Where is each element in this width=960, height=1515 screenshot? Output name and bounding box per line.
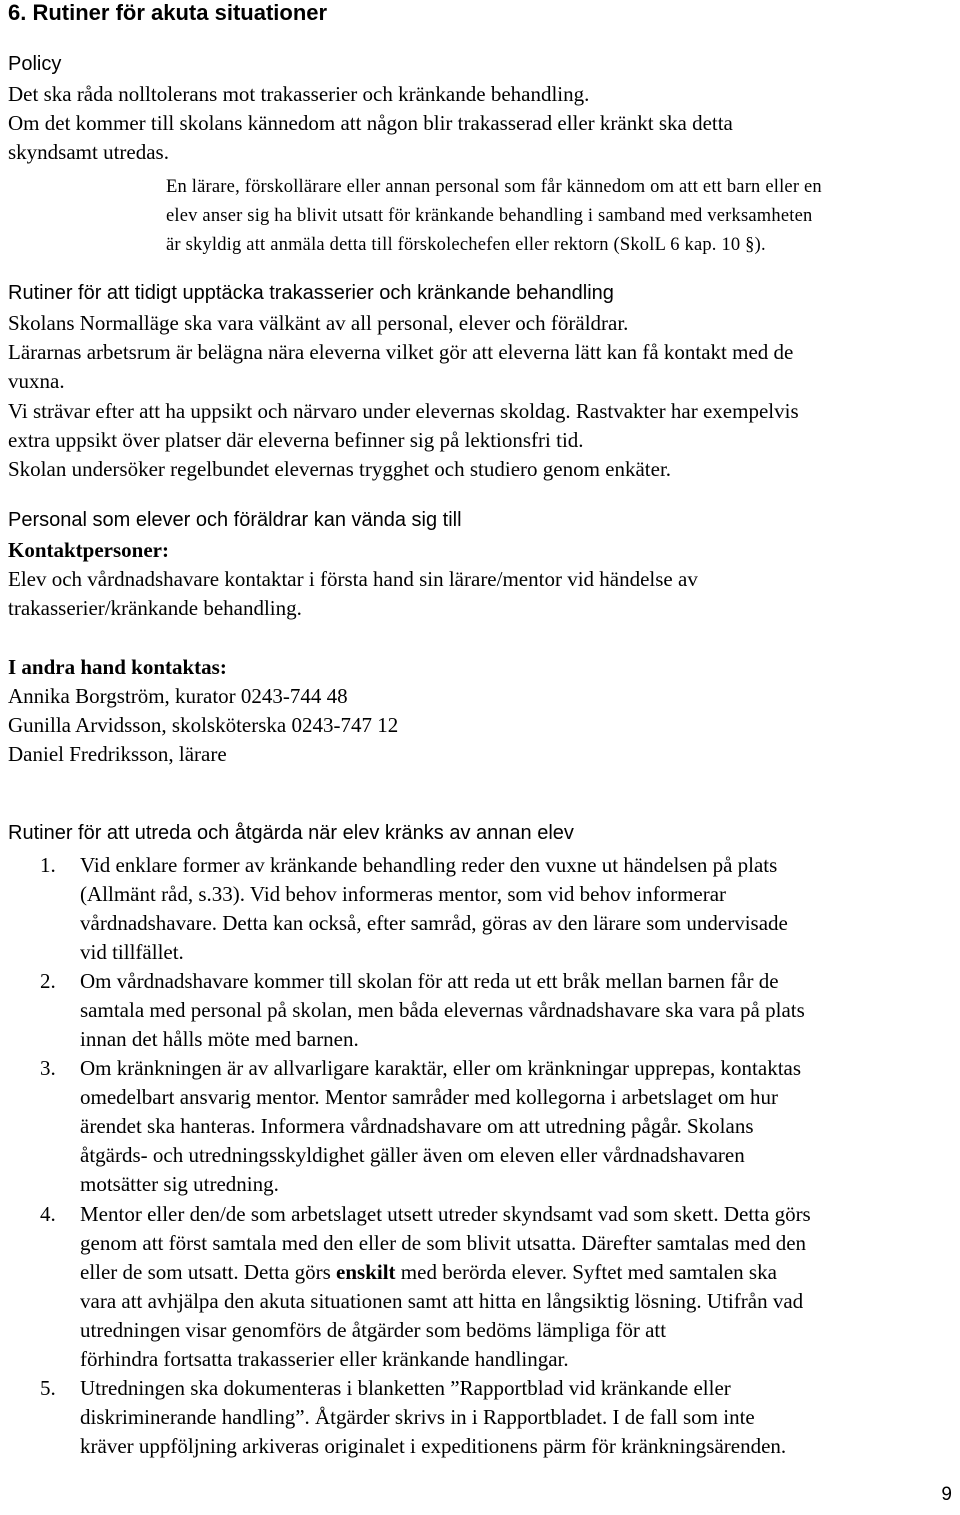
procedure-title: Rutiner för att utreda och åtgärda när elev kränks av annan elev bbox=[8, 822, 574, 844]
primary-contacts-label: Kontaktpersoner: bbox=[8, 538, 169, 562]
contacts-title: Personal som elever och föräldrar kan vända sig till bbox=[8, 509, 462, 531]
item-line: Utredningen ska dokumenteras i blanketten ”Rapportblad vid kränkande eller bbox=[80, 1376, 731, 1400]
item-line: Om vårdnadshavare kommer till skolan för att reda ut ett bråk mellan barnen får de bbox=[80, 969, 779, 993]
item-line: samtala med personal på skolan, men båda elevernas vårdnadshavare ska vara på plats bbox=[80, 998, 805, 1022]
item-line: Vid enklare former av kränkande behandling reder den vuxne ut händelsen på plats bbox=[80, 853, 778, 877]
early-detection-line: Vi strävar efter att ha uppsikt och närvaro under elevernas skoldag. Rastvakter har exempelvis bbox=[8, 399, 799, 423]
item-number: 1. bbox=[40, 853, 56, 877]
item-line: vara att avhjälpa den akuta situationen samt att hitta en långsiktig lösning. Utifrån vad bbox=[80, 1289, 804, 1313]
item-line: förhindra fortsatta trakasserier eller kränkande handlingar. bbox=[80, 1347, 569, 1371]
early-detection-line: extra uppsikt över platser där eleverna befinner sig på lektionsfri tid. bbox=[8, 428, 584, 452]
early-detection-line: Lärarnas arbetsrum är belägna nära eleverna vilket gör att eleverna lätt kan få kontakt med de bbox=[8, 340, 794, 364]
item-line: vid tillfället. bbox=[80, 940, 184, 964]
item-line-with-emphasis bbox=[80, 1258, 777, 1287]
early-detection-line: Skolan undersöker regelbundet elevernas trygghet och studiero genom enkäter. bbox=[8, 457, 672, 481]
item-number: 2. bbox=[40, 969, 56, 993]
early-detection-title: Rutiner för att tidigt upptäcka trakasserier och kränkande behandling bbox=[8, 282, 614, 304]
contact-person: Gunilla Arvidsson, skolsköterska 0243-747 12 bbox=[8, 713, 399, 737]
item-line: Om kränkningen är av allvarligare karaktär, eller om kränkningar upprepas, kontaktas bbox=[80, 1056, 802, 1080]
policy-line: skyndsamt utredas. bbox=[8, 140, 169, 164]
policy-line: Det ska råda nolltolerans mot trakasserier och kränkande behandling. bbox=[8, 82, 590, 106]
contact-person: Daniel Fredriksson, lärare bbox=[8, 742, 227, 766]
page-number: 9 bbox=[941, 1484, 952, 1505]
item-line: omedelbart ansvarig mentor. Mentor samråder med kollegorna i arbetslaget om hur bbox=[80, 1085, 779, 1109]
policy-title: Policy bbox=[8, 53, 62, 75]
item-line: utredningen visar genomförs de åtgärder som bedöms lämpliga för att bbox=[80, 1318, 667, 1342]
primary-contacts-line: Elev och vårdnadshavare kontaktar i första hand sin lärare/mentor vid händelse av bbox=[8, 567, 698, 591]
policy-line: Om det kommer till skolans kännedom att någon blir trakasserad eller kränkt ska detta bbox=[8, 111, 733, 135]
item-line: genom att först samtala med den eller de som blivit utsatta. Därefter samtalas med den bbox=[80, 1231, 807, 1255]
item-number: 3. bbox=[40, 1056, 56, 1080]
contact-person: Annika Borgström, kurator 0243-744 48 bbox=[8, 684, 348, 708]
section-heading: 6. Rutiner för akuta situationer bbox=[8, 0, 328, 25]
law-quote-line: En lärare, förskollärare eller annan personal som får kännedom om att ett barn eller en bbox=[166, 177, 822, 197]
law-quote-line: är skyldig att anmäla detta till förskolechefen eller rektorn (SkolL 6 kap. 10 §). bbox=[166, 235, 766, 255]
item-line: (Allmänt råd, s.33). Vid behov informeras mentor, som vid behov informerar bbox=[80, 882, 727, 906]
item-line-text: med berörda elever. Syftet med samtalen ska bbox=[395, 1260, 777, 1284]
item-number: 5. bbox=[40, 1376, 56, 1400]
early-detection-line: vuxna. bbox=[8, 369, 65, 393]
item-number: 4. bbox=[40, 1202, 56, 1226]
secondary-contacts-label: I andra hand kontaktas: bbox=[8, 655, 227, 679]
primary-contacts-line: trakasserier/kränkande behandling. bbox=[8, 596, 302, 620]
item-line: innan det hålls möte med barnen. bbox=[80, 1027, 359, 1051]
item-line: åtgärds- och utredningsskyldighet gäller även om eleven eller vårdnadshavaren bbox=[80, 1143, 745, 1167]
emphasis-word: enskilt bbox=[336, 1260, 396, 1284]
item-line: ärendet ska hanteras. Informera vårdnadshavare om att utredning pågår. Skolans bbox=[80, 1114, 754, 1138]
item-line: diskriminerande handling”. Åtgärder skrivs in i Rapportbladet. I de fall som inte bbox=[80, 1405, 755, 1429]
early-detection-line: Skolans Normalläge ska vara välkänt av all personal, elever och föräldrar. bbox=[8, 311, 629, 335]
item-line: vårdnadshavare. Detta kan också, efter samråd, göras av den lärare som undervisade bbox=[80, 911, 788, 935]
item-line-text: eller de som utsatt. Detta görs bbox=[80, 1260, 337, 1284]
item-line: motsätter sig utredning. bbox=[80, 1172, 279, 1196]
item-line: kräver uppföljning arkiveras originalet i expeditionens pärm för kränkningsärenden. bbox=[80, 1434, 787, 1458]
item-line: Mentor eller den/de som arbetslaget utsett utreder skyndsamt vad som skett. Detta görs bbox=[80, 1202, 811, 1226]
law-quote-line: elev anser sig ha blivit utsatt för kränkande behandling i samband med verksamheten bbox=[166, 206, 813, 226]
